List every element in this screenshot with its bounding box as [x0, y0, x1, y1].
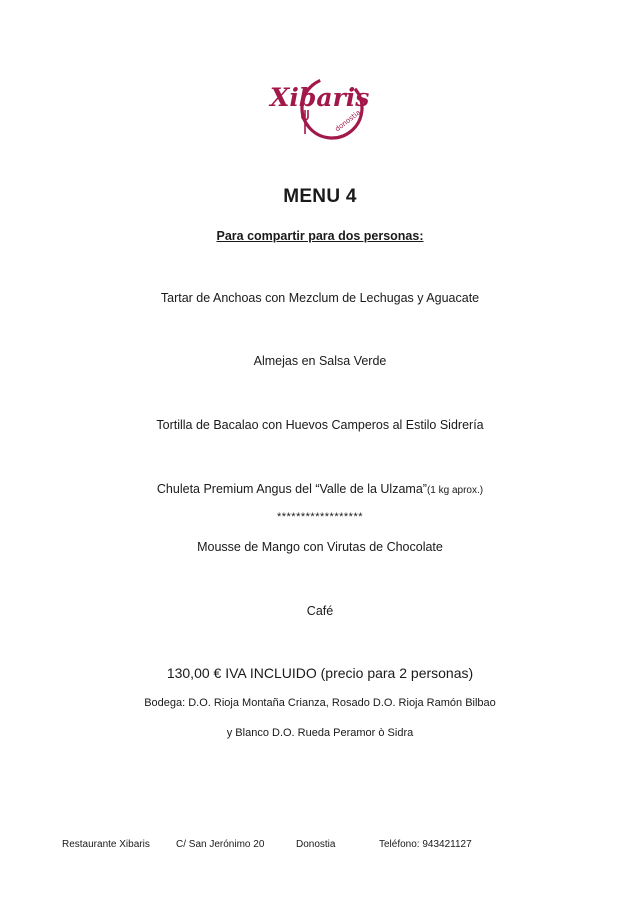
chuleta-name: Chuleta Premium Angus del “Valle de la Ulzama”	[156, 482, 427, 496]
menu-item-tortilla: Tortilla de Bacalao con Huevos Camperos al Estilo Sidrería	[156, 418, 484, 432]
menu-item-chuleta	[0, 482, 640, 496]
menu-item-coffee: Café	[306, 604, 334, 618]
logo-city: donostia	[333, 108, 363, 134]
bodega-line-1: Bodega: D.O. Rioja Montaña Crianza, Rosado D.O. Rioja Ramón Bilbao	[144, 697, 496, 709]
bodega-line-2: y Blanco D.O. Rueda Peramor ò Sidra	[226, 727, 414, 739]
menu-subtitle: Para compartir para dos personas:	[216, 229, 424, 243]
logo-graphic	[262, 72, 376, 146]
footer-phone: Teléfono: 943421127	[379, 839, 472, 850]
footer-address: C/ San Jerónimo 20	[176, 839, 265, 850]
menu-item-dessert: Mousse de Mango con Virutas de Chocolate	[197, 540, 443, 554]
menu-price: 130,00 € IVA INCLUIDO (precio para 2 personas)	[166, 665, 474, 681]
menu-item-tartar: Tartar de Anchoas con Mezclum de Lechugas y Aguacate	[160, 291, 480, 305]
menu-title: MENU 4	[283, 186, 357, 207]
chuleta-note: (1 kg aprox.)	[426, 485, 484, 496]
logo-brand: Xibaris	[270, 83, 370, 112]
footer-name: Restaurante Xibaris	[62, 839, 150, 850]
menu-separator: ******************	[276, 511, 364, 523]
footer-city: Donostia	[296, 839, 336, 850]
xibaris-logo	[262, 72, 376, 146]
menu-item-almejas: Almejas en Salsa Verde	[253, 354, 387, 368]
